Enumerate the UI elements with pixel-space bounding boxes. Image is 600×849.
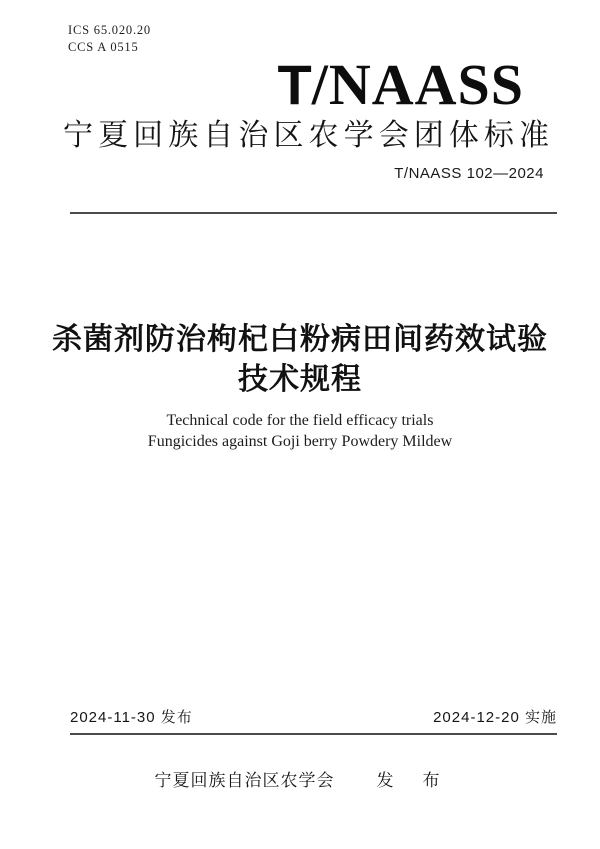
classification-codes [68,22,151,56]
date-row [70,706,557,735]
logo-naass-letters: /NAASS [311,52,524,117]
naass-logo [277,52,524,117]
organization-standard-title: 宁夏回族自治区农学会团体标准 [63,119,549,152]
release-date: 2024-11-30 发布 [70,709,193,726]
document-title-english [0,410,600,452]
ics-code: ICS 65.020.20 [68,23,151,37]
publish-label: 发 布 [376,771,446,790]
english-title-line1: Technical code for the field efficacy trials [166,412,434,429]
ccs-code: CCS A 0515 [68,40,139,54]
publisher-name: 宁夏回族自治区农学会 [154,771,335,790]
implementation-date: 2024-12-20 实施 [433,709,557,726]
standard-number: T/NAASS 102—2024 [394,165,544,182]
document-title-line1: 杀菌剂防治枸杞白粉病田间药效试验 [52,323,548,356]
document-title-line2: 技术规程 [238,363,362,396]
english-title-line2: Fungicides against Goji berry Powdery Mildew [147,433,453,450]
logo-t-letter: T [277,53,312,116]
document-title [0,320,600,400]
publisher-row [0,766,600,791]
header-divider-rule [70,212,557,214]
